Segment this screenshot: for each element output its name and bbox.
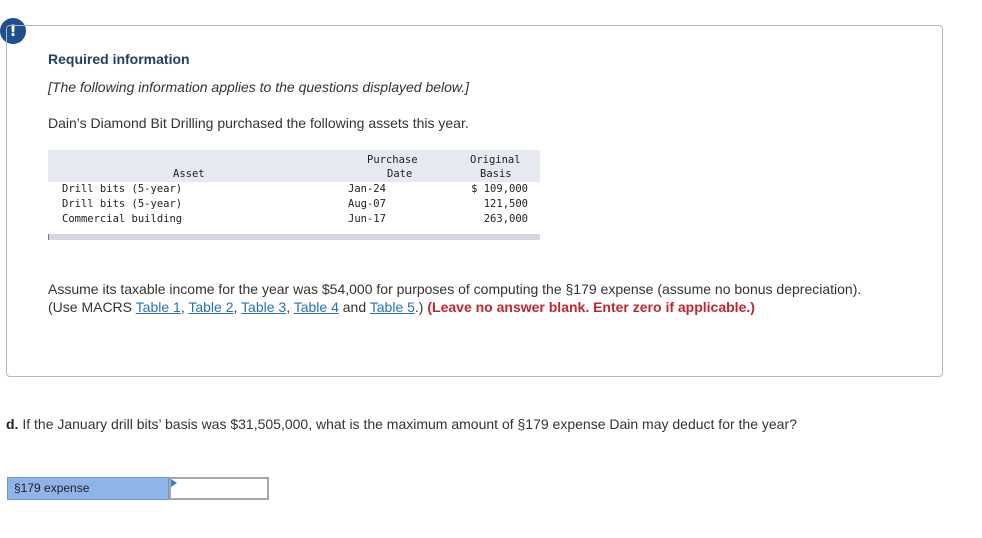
table-cell-asset: Commercial building	[62, 213, 183, 225]
leave-no-blank-warning: (Leave no answer blank. Enter zero if applicable.)	[427, 299, 755, 315]
assumption-paragraph	[48, 280, 878, 316]
assumption-text-end: .)	[414, 299, 428, 315]
table-header-background	[48, 150, 540, 182]
table-cell-asset: Drill bits (5-year)	[62, 183, 183, 195]
table-cell-date: Jun-17	[348, 213, 386, 225]
answer-row	[7, 477, 269, 500]
link-separator: ,	[233, 299, 242, 315]
assumption-text: Assume its taxable income for the year was $54,000 for purposes of computing the §179 expense (assume no bonus depreciation). (Use MACRS	[48, 281, 862, 315]
header-original-basis-line1: Original	[470, 154, 521, 166]
section-179-expense-input[interactable]	[169, 477, 269, 500]
header-purchase-date-line1: Purchase	[367, 154, 418, 166]
header-asset: Asset	[173, 168, 205, 180]
question-text: If the January drill bits’ basis was $31,505,000, what is the maximum amount of §179 expense Dain may deduct for the year?	[18, 416, 797, 432]
link-separator: ,	[180, 299, 189, 315]
macrs-table-2-link[interactable]: Table 2	[188, 299, 234, 315]
required-information-title: Required information	[48, 51, 190, 67]
info-subtitle: [The following information applies to the questions displayed below.]	[48, 79, 470, 95]
table-cell-date: Jan-24	[348, 183, 386, 195]
question-label: d.	[6, 416, 19, 432]
input-flag-icon	[171, 479, 177, 487]
header-purchase-date-line2: Date	[387, 168, 413, 180]
section-179-expense-label: §179 expense	[7, 477, 169, 500]
question-d	[6, 416, 797, 432]
macrs-table-3-link[interactable]: Table 3	[241, 299, 287, 315]
table-cell-basis: 263,000	[483, 213, 528, 225]
table-cell-date: Aug-07	[348, 198, 386, 210]
table-cell-basis: 121,500	[483, 198, 528, 210]
asset-table	[48, 150, 540, 241]
link-separator: and	[338, 299, 370, 315]
intro-text: Dain’s Diamond Bit Drilling purchased the following assets this year.	[48, 115, 469, 131]
macrs-table-5-link[interactable]: Table 5	[369, 299, 415, 315]
table-footer-bar	[48, 234, 540, 240]
table-cell-basis: $ 109,000	[471, 183, 528, 195]
macrs-table-4-link[interactable]: Table 4	[293, 299, 339, 315]
table-cell-asset: Drill bits (5-year)	[62, 198, 183, 210]
macrs-table-1-link[interactable]: Table 1	[135, 299, 181, 315]
exclamation-icon: !	[0, 18, 26, 44]
header-original-basis-line2: Basis	[480, 168, 512, 180]
link-separator: ,	[286, 299, 294, 315]
